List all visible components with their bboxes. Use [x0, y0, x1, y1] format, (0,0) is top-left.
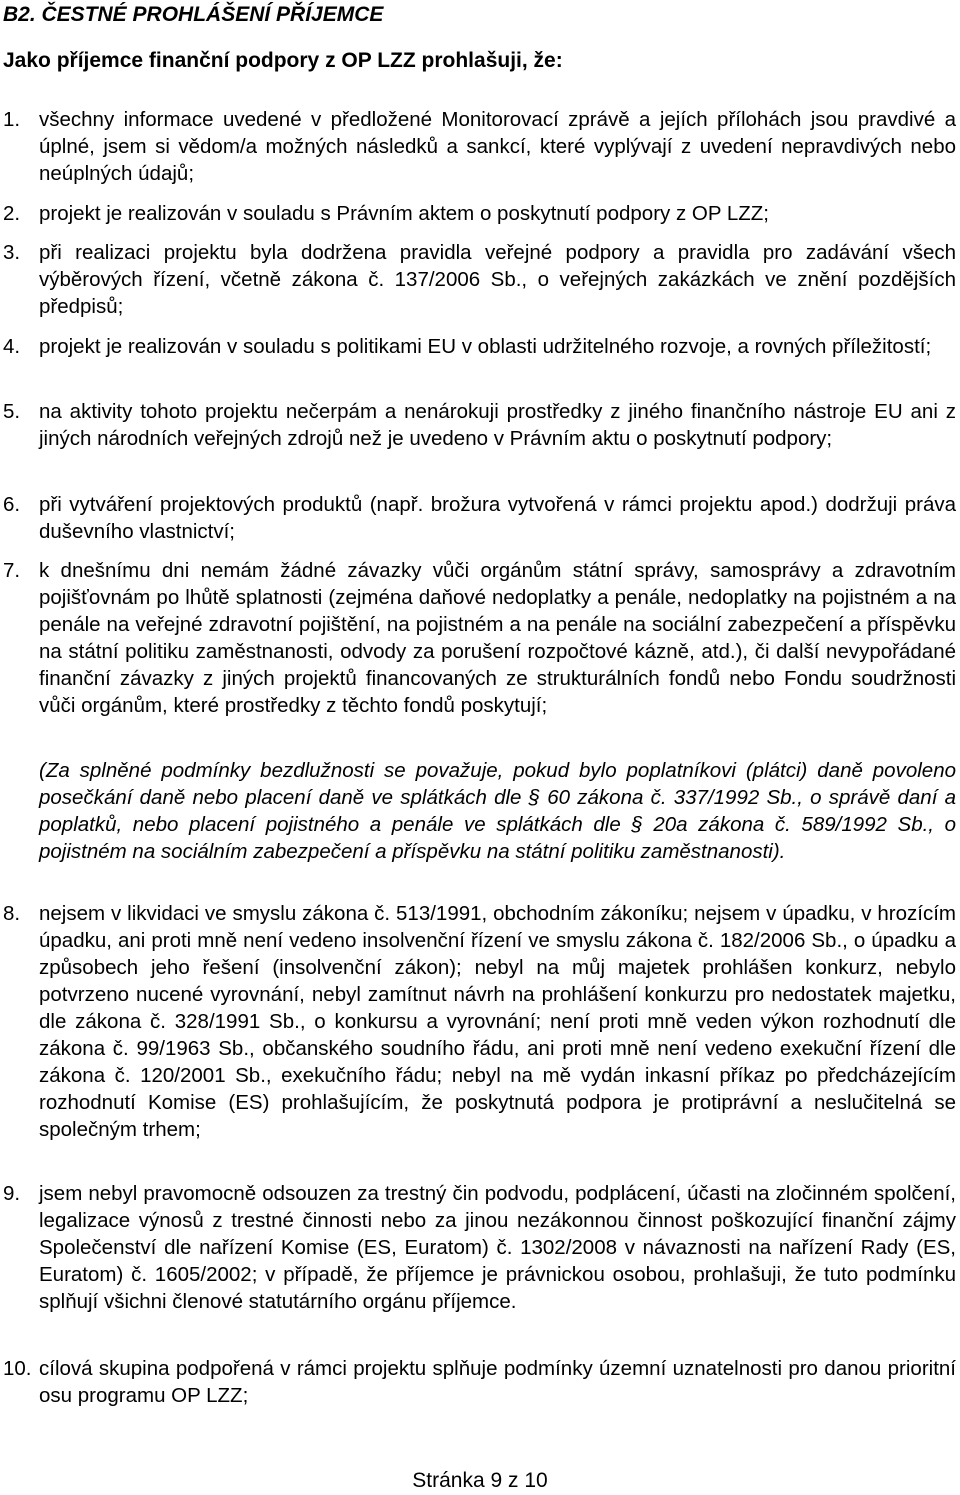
item-text: při realizaci projektu byla dodržena pravidla veřejné podpory a pravidla pro zadávání všech výběrových řízení, včetně zákona č. 137/2006 Sb., o veřejných zakázkách ve znění pozdějších předpisů;	[39, 241, 956, 318]
item-number: 1.	[3, 108, 21, 131]
item-text: projekt je realizován v souladu s politikami EU v oblasti udržitelného rozvoje, a rovných příležitostí;	[39, 335, 932, 358]
item-number: 5.	[3, 400, 21, 423]
item-text: k dnešnímu dni nemám žádné závazky vůči orgánům státní správy, samosprávy a zdravotním pojišťovnám po lhůtě splatnosti (zejména daňové nedoplatky a penále, nedoplatky na pojistném a na penále na veřejné zdravotní pojištění, na pojistném a na penále na sociální zabezpečení a příspěvku na státní politiku zaměstnanosti, odvody za porušení rozpočtové kázně, atd.), či další nevypořádané finanční závazky z jiných projektů financovaných ze strukturálních fondů nebo Fondu soudržnosti vůči orgánům, které prostředky z těchto fondů poskytují;	[39, 559, 956, 717]
item-text: nejsem v likvidaci ve smyslu zákona č. 513/1991, obchodním zákoníku; nejsem v úpadku, v hrozícím úpadku, ani proti mně není vedeno insolvenční řízení ve smyslu zákona č. 182/2006 Sb., o úpadku a způsobech jeho řešení (insolvenční zákon); nebyl na můj majetek prohlášen konkurz, nebylo potvrzeno nucené vyrovnání, nebyl zamítnut návrh na prohlášení konkurzu pro nedostatek majetku, dle zákona č. 328/1991 Sb., o konkursu a vyrovnání; není proti mně veden výkon rozhodnutí dle zákona č. 99/1963 Sb., občanského soudního řádu, ani proti mně není vedeno exekuční řízení dle zákona č. 120/2001 Sb., exekučního řádu; nebyl na mě vydán inkasní příkaz po předcházejícím rozhodnutí Komise (ES) prohlašujícím, že poskytnutá podpora je protiprávní a neslučitelná se společným trhem;	[39, 902, 956, 1141]
item-text: cílová skupina podpořená v rámci projektu splňuje podmínky územní uznatelnosti pro danou prioritní osu programu OP LZZ;	[39, 1357, 956, 1407]
item-text: jsem nebyl pravomocně odsouzen za trestný čin podvodu, podplácení, účasti na zločinném spolčení, legalizace výnosů z trestné činnosti nebo za jinou nezákonnou činnost poškozující finanční zájmy Společenství dle nařízení Komise (ES, Euratom) č. 1302/2008 v návaznosti na nařízení Rady (ES, Euratom) č. 1605/2002; v případě, že příjemce je právnickou osobou, prohlašuji, že tuto podmínku splňují všichni členové statutárního orgánu příjemce.	[39, 1182, 956, 1313]
item-text: projekt je realizován v souladu s Právním aktem o poskytnutí podpory z OP LZZ;	[39, 202, 769, 225]
item-number: 2.	[3, 202, 21, 225]
item-number: 7.	[3, 559, 21, 582]
intro-text: Jako příjemce finanční podpory z OP LZZ prohlašuji, že:	[3, 49, 563, 72]
page-number-footer: Stránka 9 z 10	[412, 1469, 548, 1492]
item-text: na aktivity tohoto projektu nečerpám a nenárokuji prostředky z jiného finančního nástroje EU ani z jiných národních veřejných zdrojů než je uvedeno v Právním aktu o poskytnutí podpory;	[39, 400, 956, 450]
item-number: 9.	[3, 1182, 21, 1205]
item-number: 3.	[3, 241, 21, 264]
item-note: (Za splněné podmínky bezdlužnosti se považuje, pokud bylo poplatníkovi (plátci) daně povoleno posečkání daně nebo placení daně ve splátkách dle § 60 zákona č. 337/1992 Sb., o správě daní a poplatků, nebo placení pojistného a penále ve splátkách dle § 20a zákona č. 589/1992 Sb., o pojistném na sociálním zabezpečení a příspěvku na státní politiku zaměstnanosti).	[39, 759, 956, 863]
item-number: 10.	[3, 1357, 32, 1380]
item-number: 4.	[3, 335, 21, 358]
item-number: 8.	[3, 902, 21, 925]
item-text: všechny informace uvedené v předložené Monitorovací zprávě a jejích přílohách jsou pravdivé a úplné, jsem si vědom/a možných následků a sankcí, které vyplývají z uvedení nepravdivých nebo neúplných údajů;	[39, 108, 956, 185]
section-title: B2. ČESTNÉ PROHLÁŠENÍ PŘÍJEMCE	[3, 3, 384, 26]
item-text: při vytváření projektových produktů (např. brožura vytvořená v rámci projektu apod.) dodržuji práva duševního vlastnictví;	[39, 493, 956, 543]
item-number: 6.	[3, 493, 21, 516]
